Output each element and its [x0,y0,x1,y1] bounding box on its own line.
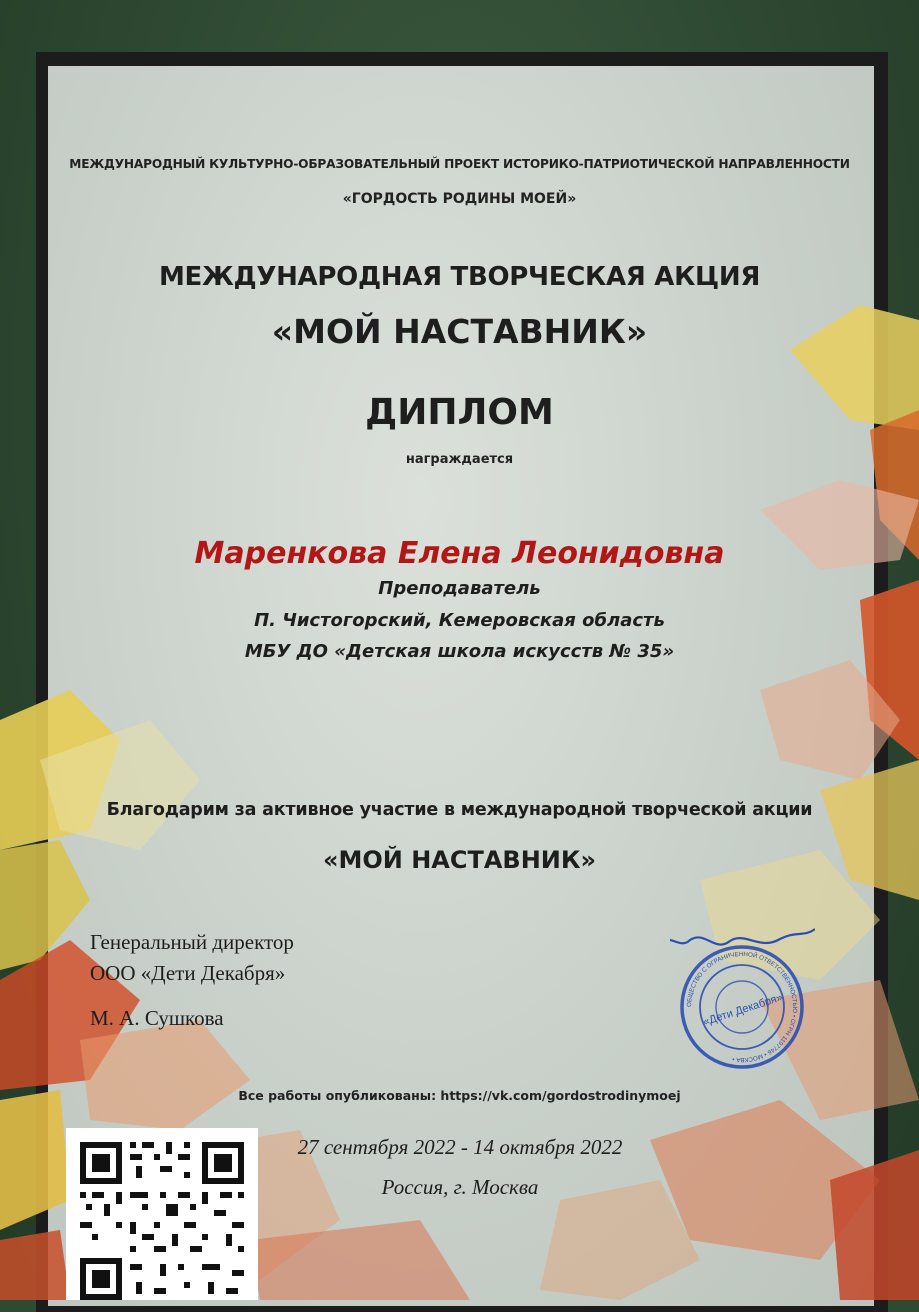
signatory-name: М. А. Сушкова [90,1006,224,1030]
project-description: МЕЖДУНАРОДНЫЙ КУЛЬТУРНО-ОБРАЗОВАТЕЛЬНЫЙ ПРОЕКТ ИСТОРИКО-ПАТРИОТИЧЕСКОЙ НАПРАВЛЕННОСТИ [69,157,850,171]
signatory-role: Генеральный директор [90,930,294,954]
action-heading: МЕЖДУНАРОДНАЯ ТВОРЧЕСКАЯ АКЦИЯ [158,262,761,292]
project-name: «ГОРДОСТЬ РОДИНЫ МОЕЙ» [342,191,577,207]
diploma-heading: ДИПЛОМ [365,392,554,433]
awarded-label: награждается [405,452,514,467]
recipient-position: Преподаватель [378,578,541,599]
signatory-company: ООО «Дети Декабря» [90,961,286,985]
publication-link[interactable]: Все работы опубликованы: https://vk.com/gordostrodinymoej [238,1088,681,1103]
recipient-location: П. Чистогорский, Кемеровская область [254,610,665,631]
event-place: Россия, г. Москва [381,1175,539,1199]
event-dates: 27 сентября 2022 - 14 октября 2022 [297,1135,623,1159]
signature-scribble [670,929,815,946]
svg-text:ОБЩЕСТВО С ОГРАНИЧЕННОЙ ОТВЕТС: ОБЩЕСТВО С ОГРАНИЧЕННОЙ ОТВЕТСТВЕННОСТЬЮ • ОГРН 1197746 • МОСКВА • [685,950,799,1064]
thanks-text: Благодарим за активное участие в международной творческой акции [106,800,813,820]
company-stamp [670,925,815,1075]
recipient-organization: МБУ ДО «Детская школа искусств № 35» [244,641,675,662]
thanks-title: «МОЙ НАСТАВНИК» [322,846,597,874]
qr-code-icon [66,1128,258,1300]
action-title: «МОЙ НАСТАВНИК» [271,312,648,351]
svg-text:«Дети Декабря»: «Дети Декабря» [701,991,785,1029]
recipient-name: Маренкова Елена Леонидовна [194,536,725,571]
qr-code [66,1128,258,1300]
